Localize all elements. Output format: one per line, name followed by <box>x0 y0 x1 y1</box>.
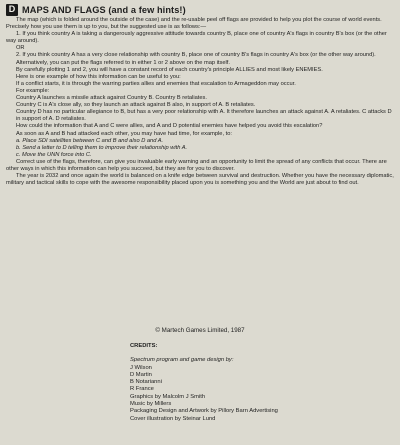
paragraph: 2. If you think country A has a very close relationship with country B, place one of country B's flags in country A's box (or the other way around). <box>16 52 376 59</box>
credit-line: Packaging Design and Artwork by Pillory Barn Advertising <box>130 408 278 415</box>
paragraph: How could the information that A and C were allies, and A and D potential enemies have helped you avoid this escalation? <box>16 123 323 130</box>
paragraph: OR <box>16 45 25 52</box>
paragraph: As soon as A and B had attacked each other, you may have had time, for example, to: <box>16 130 232 137</box>
credit-line: Graphics by Malcolm J Smith <box>130 393 206 400</box>
credit-line: D Martin <box>130 371 152 378</box>
instructions-body <box>6 17 394 187</box>
section-letter-badge: D <box>6 4 18 16</box>
credit-line: J Wilson <box>130 364 152 371</box>
paragraph: For example: <box>16 87 50 94</box>
paragraph: The year is 2032 and once again the world is balanced on a knife edge between survival and destruction. Whether you have the necessary diplomatic, military and tactical skills to cope with the awesome responsibility placed upon you is something you and the World are just about to find out. <box>6 173 394 187</box>
paragraph: Correct use of the flags, therefore, can give you invaluable early warning and an opportunity to limit the spread of any conflicts that occur. There are other ways in which this information can help you succeed, but they are for you to discover. <box>6 158 387 172</box>
paragraph: a. Place SDI satellites between C and B and also D and A. <box>16 137 164 144</box>
paragraph: 1. If you think country A is taking a dangerously aggressive attitude towards country B, place one of country A's flags in country B's box (or the other way around). <box>6 31 387 45</box>
credit-lines <box>130 365 278 423</box>
paragraph: Alternatively, you can put the flags referred to in either 1 or 2 above on the map itself. <box>16 59 230 66</box>
credits-subheading: Spectrum program and game design by: <box>130 357 234 364</box>
paragraph: Country A launches a missile attack against Country B. Country B retaliates. <box>16 95 207 102</box>
credits-block <box>130 343 278 423</box>
credit-line: B Notarianni <box>130 379 162 386</box>
section-heading <box>6 4 394 16</box>
credit-line: Cover illustration by Steinar Lund <box>130 415 216 422</box>
paragraph: b. Send a letter to D telling them to improve their relationship with A. <box>16 144 188 151</box>
paragraph: If a conflict starts, it is through the warring parties allies and enemies that escalation to Armageddon may occur. <box>16 80 296 87</box>
paragraph: The map (which is folded around the outside of the case) and the re-usable peel off flags are provided to help you plot the course of world events. Precisely how you use them is up to you, but the suggested use is as follows:— <box>6 17 382 31</box>
paragraph: Country D has no particular allegiance to B, but has a very poor relationship with A. It therefore launches an attack against A. A retaliates. C attacks D in support of A. D retaliates. <box>16 109 392 123</box>
copyright-line: © Martech Games Limited, 1987 <box>155 327 245 334</box>
paragraph: Country C is A's close ally, so they launch an attack against B also, in support of A. B retaliates. <box>16 102 256 109</box>
paragraph: c. Move the UNN force into C. <box>16 151 92 158</box>
paragraph: Here is one example of how this information can be useful to you: <box>16 73 181 80</box>
section-title: MAPS AND FLAGS (and a few hints!) <box>22 5 186 15</box>
credit-line: R France <box>130 386 154 393</box>
credit-line: Music by Millers <box>130 401 172 408</box>
paragraph: By carefully plotting 1 and 2, you will have a constant record of each country's principle ALLIES and most likely ENEMIES. <box>16 66 323 73</box>
credits-heading: CREDITS: <box>130 343 158 349</box>
